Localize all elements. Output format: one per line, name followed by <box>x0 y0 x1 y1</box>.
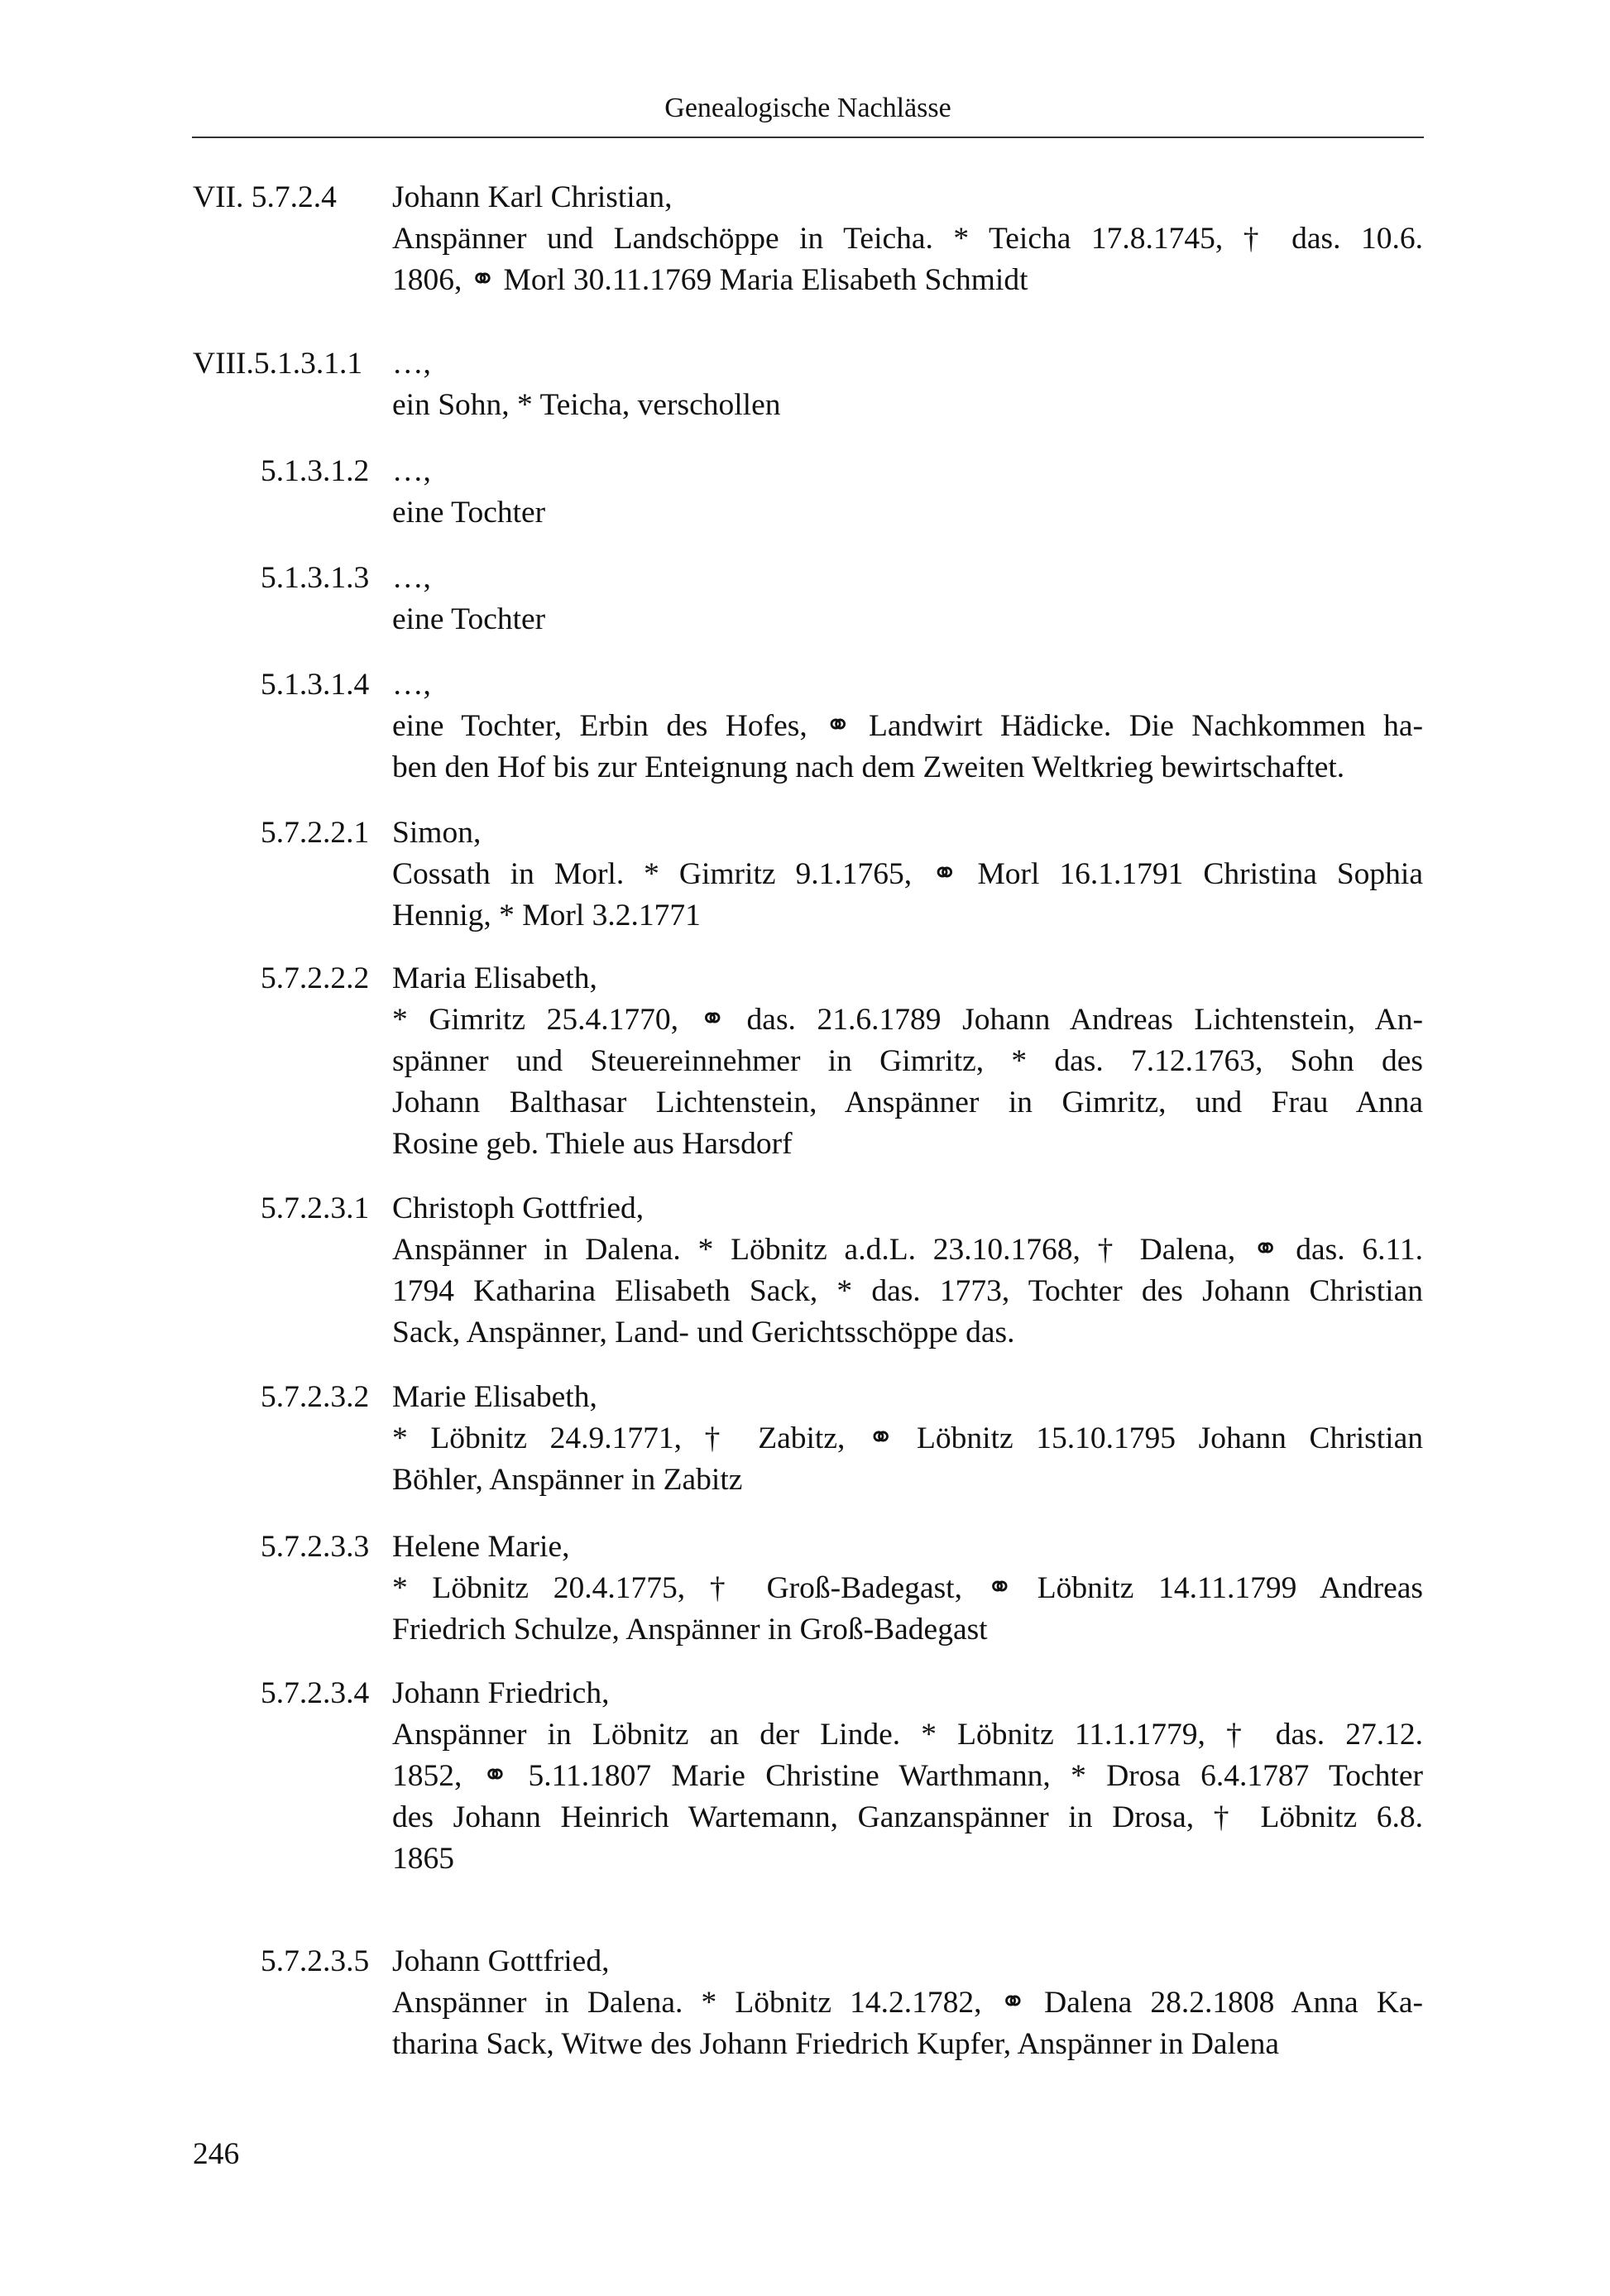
header-rule <box>192 137 1424 138</box>
entry-text-line: Anspänner in Dalena. * Löbnitz a.d.L. 23.10.1768, † Dalena, ⚭ das. 6.11. <box>392 1233 1423 1267</box>
entry-number: 5.1.3.1.3 <box>261 561 370 595</box>
entry-body <box>392 451 1423 534</box>
entry-number: 5.7.2.2.2 <box>261 961 370 995</box>
entry-name: Helene Marie, <box>392 1530 570 1564</box>
running-head: Genealogische Nachlässe <box>664 93 951 123</box>
entry-text-line: 1794 Katharina Elisabeth Sack, * das. 1773, Tochter des Johann Christian <box>392 1274 1423 1308</box>
entry-name: Marie Elisabeth, <box>392 1380 597 1414</box>
entry-body <box>392 1377 1423 1501</box>
entry-number: VIII.5.1.3.1.1 <box>193 347 363 381</box>
entry-text-line: * Gimritz 25.4.1770, ⚭ das. 21.6.1789 Johann Andreas Lichtenstein, An- <box>392 1003 1423 1037</box>
entry-text-line: Anspänner in Löbnitz an der Linde. * Löbnitz 11.1.1779, † das. 27.12. <box>392 1718 1423 1752</box>
entry-text-line: * Löbnitz 20.4.1775, † Groß-Badegast, ⚭ Löbnitz 14.11.1799 Andreas <box>392 1571 1423 1605</box>
entry-text-line: eine Tochter <box>392 602 546 636</box>
entry-text-line: eine Tochter <box>392 496 546 530</box>
entry-body <box>392 1673 1423 1880</box>
entry-number: 5.7.2.3.5 <box>261 1944 370 1978</box>
entry-name: Johann Karl Christian, <box>392 180 673 214</box>
entry-text-line: Böhler, Anspänner in Zabitz <box>392 1463 743 1497</box>
entry-number: 5.7.2.3.2 <box>261 1380 370 1414</box>
entry-number: 5.7.2.2.1 <box>261 816 370 850</box>
entry-text-line: ben den Hof bis zur Enteignung nach dem Zweiten Weltkrieg bewirtschaftet. <box>392 750 1345 784</box>
entry-body <box>392 1527 1423 1651</box>
entry-text-line: ein Sohn, * Teicha, verschollen <box>392 388 781 422</box>
entry-text-line: * Löbnitz 24.9.1771, † Zabitz, ⚭ Löbnitz 15.10.1795 Johann Christian <box>392 1421 1423 1455</box>
entry-name: Simon, <box>392 816 482 850</box>
entry-text-line: 1852, ⚭ 5.11.1807 Marie Christine Warthmann, * Drosa 6.4.1787 Tochter <box>392 1759 1423 1793</box>
entry-name: Johann Gottfried, <box>392 1944 610 1978</box>
entry-body <box>392 812 1423 937</box>
entry-text-line: 1806, ⚭ Morl 30.11.1769 Maria Elisabeth Schmidt <box>392 263 1028 297</box>
entry-name: Johann Friedrich, <box>392 1676 610 1710</box>
entry-number: 5.1.3.1.4 <box>261 668 370 702</box>
entry-text-line: tharina Sack, Witwe des Johann Friedrich Kupfer, Anspänner in Dalena <box>392 2027 1280 2061</box>
page-number: 246 <box>193 2137 240 2171</box>
entry-text-line: Anspänner und Landschöppe in Teicha. * Teicha 17.8.1745, † das. 10.6. <box>392 222 1423 256</box>
entry-name: …, <box>392 561 431 595</box>
entry-body <box>392 958 1423 1165</box>
entry-body <box>392 558 1423 640</box>
entry-body <box>392 343 1423 426</box>
entry-text-line: 1865 <box>392 1842 454 1876</box>
entry-text-line: Cossath in Morl. * Gimritz 9.1.1765, ⚭ Morl 16.1.1791 Christina Sophia <box>392 857 1423 891</box>
entry-number: 5.1.3.1.2 <box>261 454 370 488</box>
entry-text-line: Friedrich Schulze, Anspänner in Groß-Badegast <box>392 1613 988 1647</box>
entry-number: VII. 5.7.2.4 <box>193 180 337 214</box>
entry-name: …, <box>392 668 431 702</box>
entry-name: Christoph Gottfried, <box>392 1191 644 1225</box>
entry-body <box>392 1188 1423 1354</box>
entry-body <box>392 664 1423 789</box>
entry-text-line: Anspänner in Dalena. * Löbnitz 14.2.1782, ⚭ Dalena 28.2.1808 Anna Ka- <box>392 1986 1423 2020</box>
entry-number: 5.7.2.3.4 <box>261 1676 370 1710</box>
entry-name: …, <box>392 454 431 488</box>
entry-name: …, <box>392 347 431 381</box>
entry-text-line: eine Tochter, Erbin des Hofes, ⚭ Landwirt Hädicke. Die Nachkommen ha- <box>392 709 1423 743</box>
entry-text-line: Hennig, * Morl 3.2.1771 <box>392 899 701 932</box>
entry-text-line: Johann Balthasar Lichtenstein, Anspänner in Gimritz, und Frau Anna <box>392 1086 1423 1119</box>
entry-body <box>392 1941 1423 2065</box>
entry-text-line: des Johann Heinrich Wartemann, Ganzanspänner in Drosa, † Löbnitz 6.8. <box>392 1800 1423 1834</box>
entry-number: 5.7.2.3.1 <box>261 1191 370 1225</box>
entry-name: Maria Elisabeth, <box>392 961 597 995</box>
entry-number: 5.7.2.3.3 <box>261 1530 370 1564</box>
entry-text-line: Sack, Anspänner, Land- und Gerichtsschöppe das. <box>392 1316 1015 1349</box>
entry-text-line: Rosine geb. Thiele aus Harsdorf <box>392 1127 793 1161</box>
entry-text-line: spänner und Steuereinnehmer in Gimritz, * das. 7.12.1763, Sohn des <box>392 1044 1423 1078</box>
entry-body <box>392 177 1423 301</box>
